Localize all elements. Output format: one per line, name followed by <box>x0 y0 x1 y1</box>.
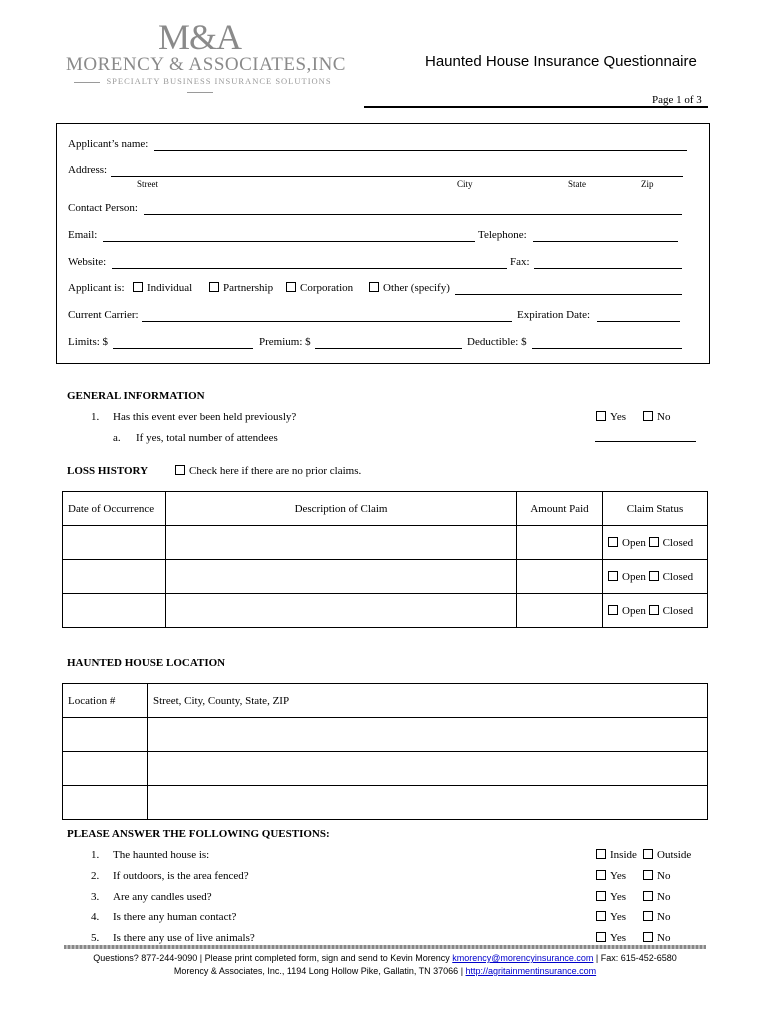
company-logo-monogram: M&A <box>158 17 242 57</box>
table-row <box>63 786 708 820</box>
loss-history-table <box>62 491 708 628</box>
answer-label: Inside <box>610 849 637 861</box>
street-sublabel: Street <box>137 179 158 189</box>
answer-checkbox[interactable] <box>596 891 606 901</box>
location-heading: HAUNTED HOUSE LOCATION <box>67 657 226 669</box>
current-carrier-label: Current Carrier: <box>68 309 139 321</box>
answer-label: Yes <box>610 870 627 882</box>
answer-checkbox[interactable] <box>643 911 653 921</box>
limits-field[interactable] <box>113 348 253 349</box>
general-information-heading: GENERAL INFORMATION <box>67 390 205 402</box>
applicant-name-label: Applicant’s name: <box>68 138 149 150</box>
answer-label: No <box>657 870 671 882</box>
question-number: 1. <box>91 849 100 861</box>
status-cell <box>603 594 708 628</box>
city-sublabel: City <box>457 179 473 189</box>
premium-label: Premium: $ <box>259 336 311 348</box>
answer-label: Yes <box>610 932 627 944</box>
answer-checkbox[interactable] <box>596 870 606 880</box>
table-row <box>63 752 708 786</box>
closed-option[interactable] <box>649 537 694 549</box>
answer-option-opt1[interactable] <box>596 870 626 882</box>
contact-person-label: Contact Person: <box>68 202 138 214</box>
footer-contact-line <box>0 953 770 963</box>
description-cell[interactable] <box>166 526 517 560</box>
open-checkbox[interactable] <box>608 605 618 615</box>
open-option[interactable] <box>608 571 646 583</box>
expiration-date-field[interactable] <box>597 321 680 322</box>
question-number: 4. <box>91 911 100 923</box>
answer-option-opt2[interactable] <box>643 870 670 882</box>
question-number: 2. <box>91 870 100 882</box>
answer-option-opt2[interactable] <box>643 891 670 903</box>
amount-cell[interactable] <box>517 560 603 594</box>
answer-option-opt1[interactable] <box>596 932 626 944</box>
footer-address-line <box>0 966 770 976</box>
column-header: Date of Occurrence <box>63 492 166 526</box>
closed-label: Closed <box>662 604 694 617</box>
closed-option[interactable] <box>649 571 694 583</box>
subquestion-letter: a. <box>113 432 121 444</box>
answer-option-opt1[interactable] <box>596 911 626 923</box>
question-total-attendees: If yes, total number of attendees <box>136 432 278 444</box>
table-header-row <box>63 684 708 718</box>
table-header-row <box>63 492 708 526</box>
closed-checkbox[interactable] <box>649 571 659 581</box>
open-label: Open <box>622 536 646 549</box>
limits-label: Limits: $ <box>68 336 109 348</box>
footer-divider <box>64 945 706 949</box>
location-number-cell[interactable] <box>63 718 148 752</box>
location-address-cell[interactable] <box>148 786 708 820</box>
fax-label: Fax: <box>510 256 530 268</box>
partnership-label: Partnership <box>223 282 274 294</box>
page-number: Page 1 of 3 <box>652 94 702 106</box>
answer-label: No <box>657 932 671 944</box>
column-header: Description of Claim <box>166 492 517 526</box>
closed-label: Closed <box>662 570 694 583</box>
location-address-cell[interactable] <box>148 752 708 786</box>
column-header: Claim Status <box>603 492 708 526</box>
answer-option-opt2[interactable] <box>643 911 670 923</box>
other-label: Other (specify) <box>383 282 450 294</box>
address-label: Address: <box>68 164 108 176</box>
no-prior-claims-label: Check here if there are no prior claims. <box>189 465 362 477</box>
answer-label: No <box>657 911 671 923</box>
premium-field[interactable] <box>315 348 462 349</box>
footer-text: Questions? 877-244-9090 | Please print completed form, sign and send to Kevin Morency <box>93 953 453 963</box>
applicant-is-label: Applicant is: <box>68 282 125 294</box>
location-number-cell[interactable] <box>63 752 148 786</box>
footer-address: Morency & Associates, Inc., 1194 Long Hollow Pike, Gallatin, TN 37066 | <box>173 966 466 976</box>
corporation-checkbox[interactable] <box>286 282 296 292</box>
answer-checkbox[interactable] <box>643 891 653 901</box>
date-cell[interactable] <box>63 560 166 594</box>
open-checkbox[interactable] <box>608 537 618 547</box>
column-header: Amount Paid <box>517 492 603 526</box>
answer-option-opt2[interactable] <box>643 932 670 944</box>
answer-option-opt2[interactable] <box>643 849 691 861</box>
open-label: Open <box>622 604 646 617</box>
question-text: The haunted house is: <box>113 849 210 861</box>
no-prior-claims-option[interactable] <box>175 465 361 477</box>
type-individual-option[interactable] <box>133 282 192 294</box>
corporation-label: Corporation <box>300 282 354 294</box>
answer-option-opt1[interactable] <box>596 849 637 861</box>
yes-checkbox[interactable] <box>596 411 606 421</box>
location-address-cell[interactable] <box>148 718 708 752</box>
no-checkbox[interactable] <box>643 411 653 421</box>
other-checkbox[interactable] <box>369 282 379 292</box>
table-row <box>63 526 708 560</box>
contact-person-field[interactable] <box>144 214 682 215</box>
answer-checkbox[interactable] <box>596 849 606 859</box>
partnership-checkbox[interactable] <box>209 282 219 292</box>
amount-cell[interactable] <box>517 526 603 560</box>
description-cell[interactable] <box>166 560 517 594</box>
individual-label: Individual <box>147 282 193 294</box>
type-other-option[interactable] <box>369 282 450 294</box>
website-label: Website: <box>68 256 107 268</box>
answer-checkbox[interactable] <box>596 911 606 921</box>
document-title: Haunted House Insurance Questionnaire <box>425 53 697 70</box>
column-header: Street, City, County, State, ZIP <box>148 684 708 718</box>
column-header: Location # <box>63 684 148 718</box>
question-text: If outdoors, is the area fenced? <box>113 870 249 882</box>
open-checkbox[interactable] <box>608 571 618 581</box>
answer-option-opt1[interactable] <box>596 891 626 903</box>
email-label: Email: <box>68 229 98 241</box>
description-cell[interactable] <box>166 594 517 628</box>
answer-label: Yes <box>610 891 627 903</box>
table-row <box>63 560 708 594</box>
email-field[interactable] <box>103 241 475 242</box>
company-logo-name: MORENCY & ASSOCIATES,INC <box>66 54 346 75</box>
deductible-label: Deductible: $ <box>467 336 527 348</box>
location-table <box>62 683 708 820</box>
answer-label: No <box>657 891 671 903</box>
address-field[interactable] <box>111 176 683 177</box>
question-text: Is there any use of live animals? <box>113 932 255 944</box>
telephone-label: Telephone: <box>478 229 527 241</box>
question-held-previously: Has this event ever been held previously? <box>113 411 297 423</box>
deductible-field[interactable] <box>532 348 682 349</box>
footer-website-link[interactable]: http://agritainmentinsurance.com <box>465 966 597 976</box>
footer-email-link[interactable]: kmorency@morencyinsurance.com <box>452 953 594 963</box>
company-logo-tagline: SPECIALTY BUSINESS INSURANCE SOLUTIONS <box>66 76 334 96</box>
footer-fax: | Fax: 615-452-6580 <box>593 953 677 963</box>
closed-checkbox[interactable] <box>649 537 659 547</box>
website-field[interactable] <box>112 268 507 269</box>
loss-history-heading: LOSS HISTORY <box>67 465 149 477</box>
closed-label: Closed <box>662 536 694 549</box>
answer-checkbox[interactable] <box>643 870 653 880</box>
status-cell <box>603 560 708 594</box>
date-cell[interactable] <box>63 594 166 628</box>
answer-checkbox[interactable] <box>643 849 653 859</box>
held-previously-no-option[interactable] <box>643 411 670 423</box>
table-row <box>63 594 708 628</box>
no-prior-claims-checkbox[interactable] <box>175 465 185 475</box>
closed-option[interactable] <box>649 605 694 617</box>
type-partnership-option[interactable] <box>209 282 273 294</box>
current-carrier-field[interactable] <box>142 321 512 322</box>
question-number: 3. <box>91 891 100 903</box>
question-text: Is there any human contact? <box>113 911 237 923</box>
applicant-name-field[interactable] <box>154 150 687 151</box>
telephone-field[interactable] <box>533 241 678 242</box>
answer-label: Yes <box>610 911 627 923</box>
other-specify-field[interactable] <box>455 294 682 295</box>
state-sublabel: State <box>568 179 586 189</box>
question-text: Are any candles used? <box>113 891 212 903</box>
title-rule <box>364 106 708 108</box>
answer-checkbox[interactable] <box>643 932 653 942</box>
questions-heading: PLEASE ANSWER THE FOLLOWING QUESTIONS: <box>67 828 330 840</box>
no-label: No <box>657 411 671 423</box>
applicant-info-box <box>56 123 710 364</box>
open-label: Open <box>622 570 646 583</box>
type-corporation-option[interactable] <box>286 282 353 294</box>
question-number: 1. <box>91 411 100 423</box>
closed-checkbox[interactable] <box>649 605 659 615</box>
expiration-date-label: Expiration Date: <box>517 309 591 321</box>
fax-field[interactable] <box>534 268 682 269</box>
open-option[interactable] <box>608 605 646 617</box>
answer-checkbox[interactable] <box>596 932 606 942</box>
total-attendees-field[interactable] <box>595 441 696 442</box>
answer-label: Outside <box>657 849 692 861</box>
zip-sublabel: Zip <box>641 179 654 189</box>
open-option[interactable] <box>608 537 646 549</box>
status-cell <box>603 526 708 560</box>
held-previously-yes-option[interactable] <box>596 411 626 423</box>
amount-cell[interactable] <box>517 594 603 628</box>
date-cell[interactable] <box>63 526 166 560</box>
question-number: 5. <box>91 932 100 944</box>
yes-label: Yes <box>610 411 627 423</box>
table-row <box>63 718 708 752</box>
individual-checkbox[interactable] <box>133 282 143 292</box>
location-number-cell[interactable] <box>63 786 148 820</box>
